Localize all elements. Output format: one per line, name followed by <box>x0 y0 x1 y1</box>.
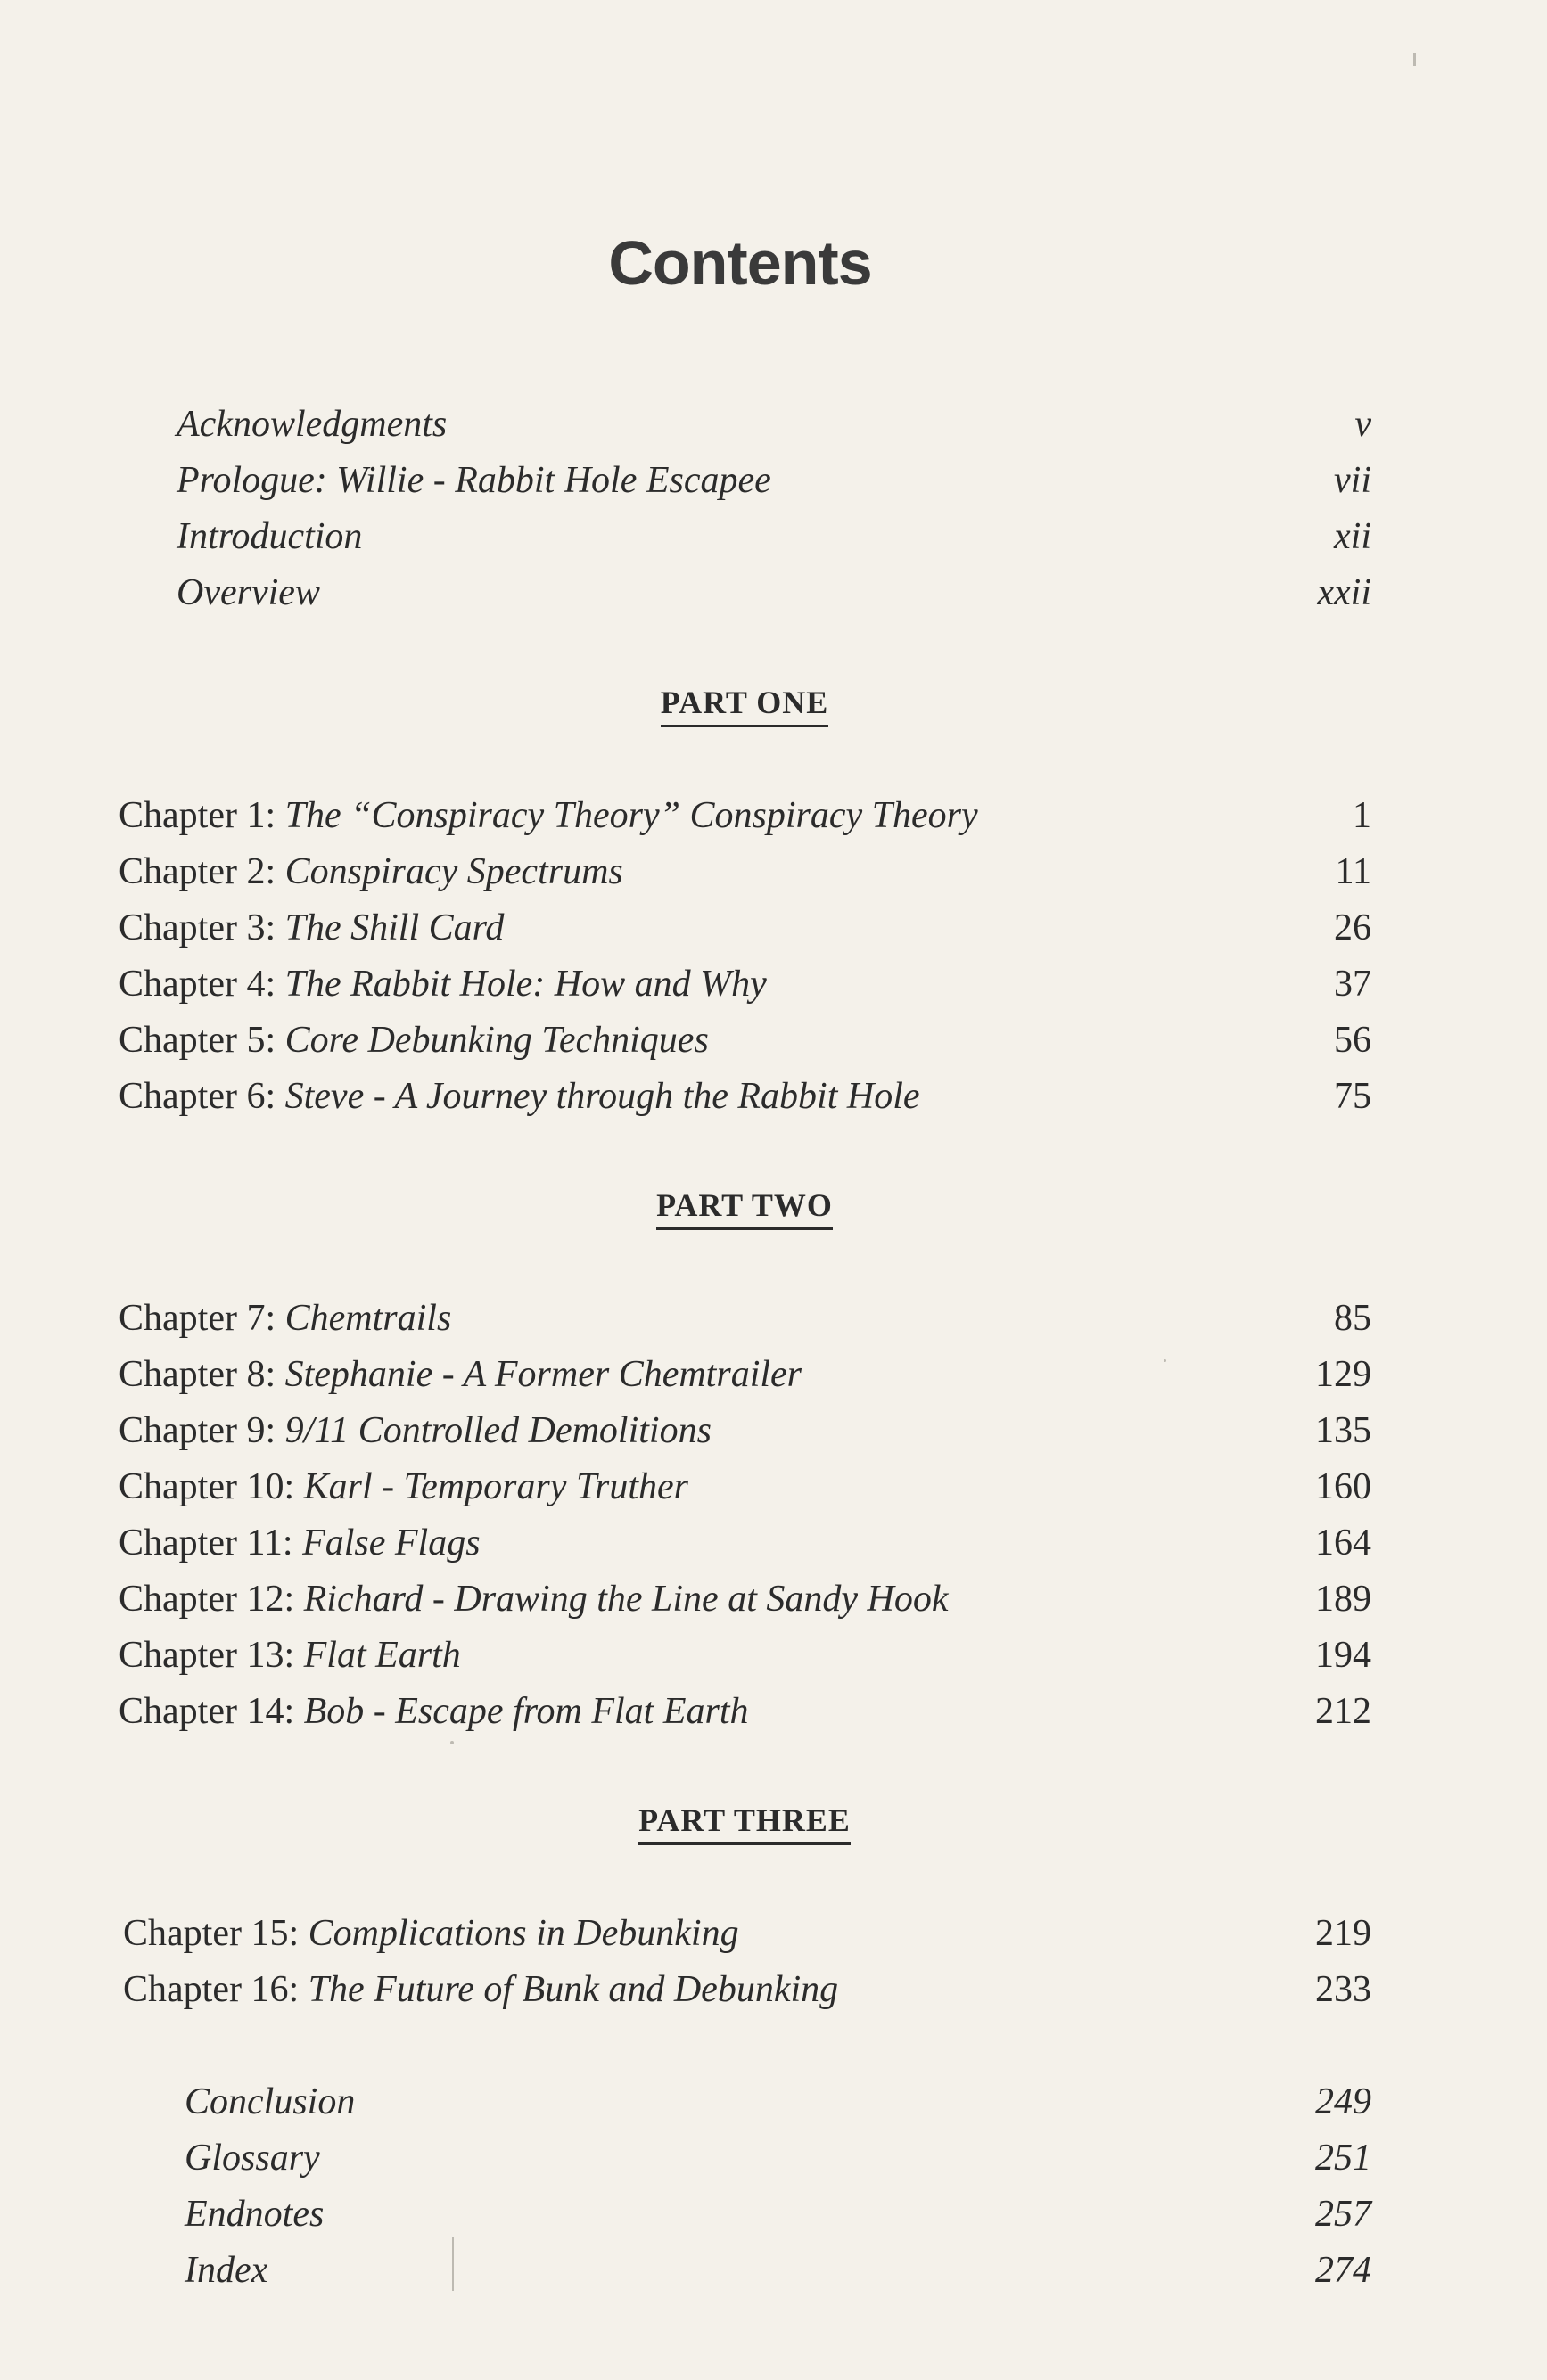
chapter-title: Chemtrails <box>284 1298 452 1339</box>
chapter-title: False Flags <box>302 1522 481 1563</box>
scan-speck <box>1164 1359 1166 1362</box>
toc-entry-chapter-2[interactable] <box>119 847 1371 897</box>
chapter-page: 194 <box>1315 1635 1371 1676</box>
chapter-label: Chapter 14: <box>119 1691 304 1732</box>
chapter-title: Stephanie - A Former Chemtrailer <box>284 1354 802 1395</box>
toc-entry-prologue[interactable] <box>177 455 1371 505</box>
scan-speck <box>1413 53 1416 66</box>
entry-title: Overview <box>177 572 320 613</box>
page-title: Contents <box>608 228 872 298</box>
chapter-title: The Future of Bunk and Debunking <box>308 1969 839 2010</box>
chapter-title: Complications in Debunking <box>308 1913 739 1954</box>
entry-title: Conclusion <box>185 2081 356 2122</box>
part-two-heading <box>0 1186 1489 1230</box>
toc-entry-chapter-12[interactable] <box>119 1574 1371 1624</box>
chapter-label: Chapter 10: <box>119 1466 304 1507</box>
entry-page: xii <box>1334 516 1371 557</box>
toc-entry-chapter-4[interactable] <box>119 959 1371 1009</box>
chapter-page: 219 <box>1315 1913 1371 1954</box>
scan-speck <box>452 2237 454 2291</box>
chapter-title: The “Conspiracy Theory” Conspiracy Theory <box>284 795 978 836</box>
toc-entry-chapter-13[interactable] <box>119 1630 1371 1680</box>
chapter-page: 56 <box>1334 1020 1371 1061</box>
toc-entry-chapter-14[interactable] <box>119 1687 1371 1736</box>
toc-entry-glossary[interactable] <box>185 2133 1371 2183</box>
toc-entry-chapter-11[interactable] <box>119 1518 1371 1568</box>
chapter-title: Steve - A Journey through the Rabbit Hole <box>284 1076 920 1117</box>
chapter-title: Core Debunking Techniques <box>284 1020 709 1061</box>
chapter-page: 129 <box>1315 1354 1371 1395</box>
chapter-page: 37 <box>1334 964 1371 1005</box>
chapter-label: Chapter 6: <box>119 1076 285 1117</box>
toc-entry-endnotes[interactable] <box>185 2189 1371 2239</box>
toc-entry-conclusion[interactable] <box>185 2077 1371 2127</box>
chapter-page: 212 <box>1315 1691 1371 1732</box>
toc-entry-chapter-9[interactable] <box>119 1406 1371 1456</box>
toc-entry-chapter-10[interactable] <box>119 1462 1371 1512</box>
entry-page: xxii <box>1317 572 1371 613</box>
toc-entry-index[interactable] <box>185 2245 1371 2295</box>
chapter-page: 75 <box>1334 1076 1371 1117</box>
entry-title: Glossary <box>185 2138 320 2179</box>
scan-speck <box>450 1741 454 1744</box>
entry-page: 274 <box>1315 2250 1371 2291</box>
chapter-title: Flat Earth <box>303 1635 461 1676</box>
chapter-page: 85 <box>1334 1298 1371 1339</box>
chapter-label: Chapter 3: <box>119 907 285 948</box>
toc-entry-chapter-15[interactable] <box>123 1908 1376 1958</box>
chapter-label: Chapter 8: <box>119 1354 285 1395</box>
chapter-label: Chapter 11: <box>119 1522 303 1563</box>
entry-page: 249 <box>1315 2081 1371 2122</box>
entry-page: v <box>1354 404 1371 445</box>
entry-page: 251 <box>1315 2138 1371 2179</box>
chapter-page: 11 <box>1335 851 1371 892</box>
chapter-title: Karl - Temporary Truther <box>303 1466 688 1507</box>
toc-entry-chapter-6[interactable] <box>119 1071 1371 1121</box>
chapter-title: 9/11 Controlled Demolitions <box>284 1410 712 1451</box>
toc-entry-introduction[interactable] <box>177 512 1371 562</box>
chapter-page: 160 <box>1315 1466 1371 1507</box>
part-one-heading <box>0 684 1489 727</box>
chapter-label: Chapter 15: <box>123 1913 309 1954</box>
toc-entry-chapter-1[interactable] <box>119 791 1371 841</box>
chapter-page: 26 <box>1334 907 1371 948</box>
entry-title: Prologue: Willie - Rabbit Hole Escapee <box>177 460 771 501</box>
toc-entry-chapter-3[interactable] <box>119 903 1371 953</box>
part-heading-text: PART THREE <box>638 1801 851 1845</box>
chapter-page: 233 <box>1315 1969 1371 2010</box>
chapter-label: Chapter 2: <box>119 851 285 892</box>
part-heading-text: PART TWO <box>656 1186 833 1230</box>
chapter-title: Richard - Drawing the Line at Sandy Hook <box>303 1579 949 1620</box>
chapter-title: The Shill Card <box>284 907 505 948</box>
chapter-page: 189 <box>1315 1579 1371 1620</box>
chapter-page: 164 <box>1315 1522 1371 1563</box>
entry-title: Acknowledgments <box>177 404 448 445</box>
entry-title: Index <box>185 2250 268 2291</box>
toc-entry-chapter-5[interactable] <box>119 1015 1371 1065</box>
chapter-label: Chapter 7: <box>119 1298 285 1339</box>
chapter-label: Chapter 5: <box>119 1020 285 1061</box>
chapter-label: Chapter 1: <box>119 795 285 836</box>
toc-entry-overview[interactable] <box>177 568 1371 618</box>
chapter-title: The Rabbit Hole: How and Why <box>284 964 767 1005</box>
part-heading-text: PART ONE <box>661 684 828 727</box>
toc-entry-chapter-8[interactable] <box>119 1350 1371 1399</box>
entry-title: Introduction <box>177 516 363 557</box>
entry-title: Endnotes <box>185 2194 325 2235</box>
entry-page: vii <box>1334 460 1371 501</box>
entry-page: 257 <box>1315 2194 1371 2235</box>
part-three-heading <box>0 1801 1489 1845</box>
chapter-label: Chapter 4: <box>119 964 285 1005</box>
chapter-label: Chapter 13: <box>119 1635 304 1676</box>
chapter-page: 1 <box>1353 795 1371 836</box>
chapter-title: Conspiracy Spectrums <box>284 851 623 892</box>
chapter-label: Chapter 16: <box>123 1969 309 2010</box>
chapter-label: Chapter 12: <box>119 1579 304 1620</box>
toc-entry-chapter-16[interactable] <box>123 1965 1376 2015</box>
chapter-page: 135 <box>1315 1410 1371 1451</box>
toc-entry-acknowledgments[interactable] <box>177 399 1371 449</box>
chapter-label: Chapter 9: <box>119 1410 285 1451</box>
chapter-title: Bob - Escape from Flat Earth <box>303 1691 749 1732</box>
toc-entry-chapter-7[interactable] <box>119 1293 1371 1343</box>
